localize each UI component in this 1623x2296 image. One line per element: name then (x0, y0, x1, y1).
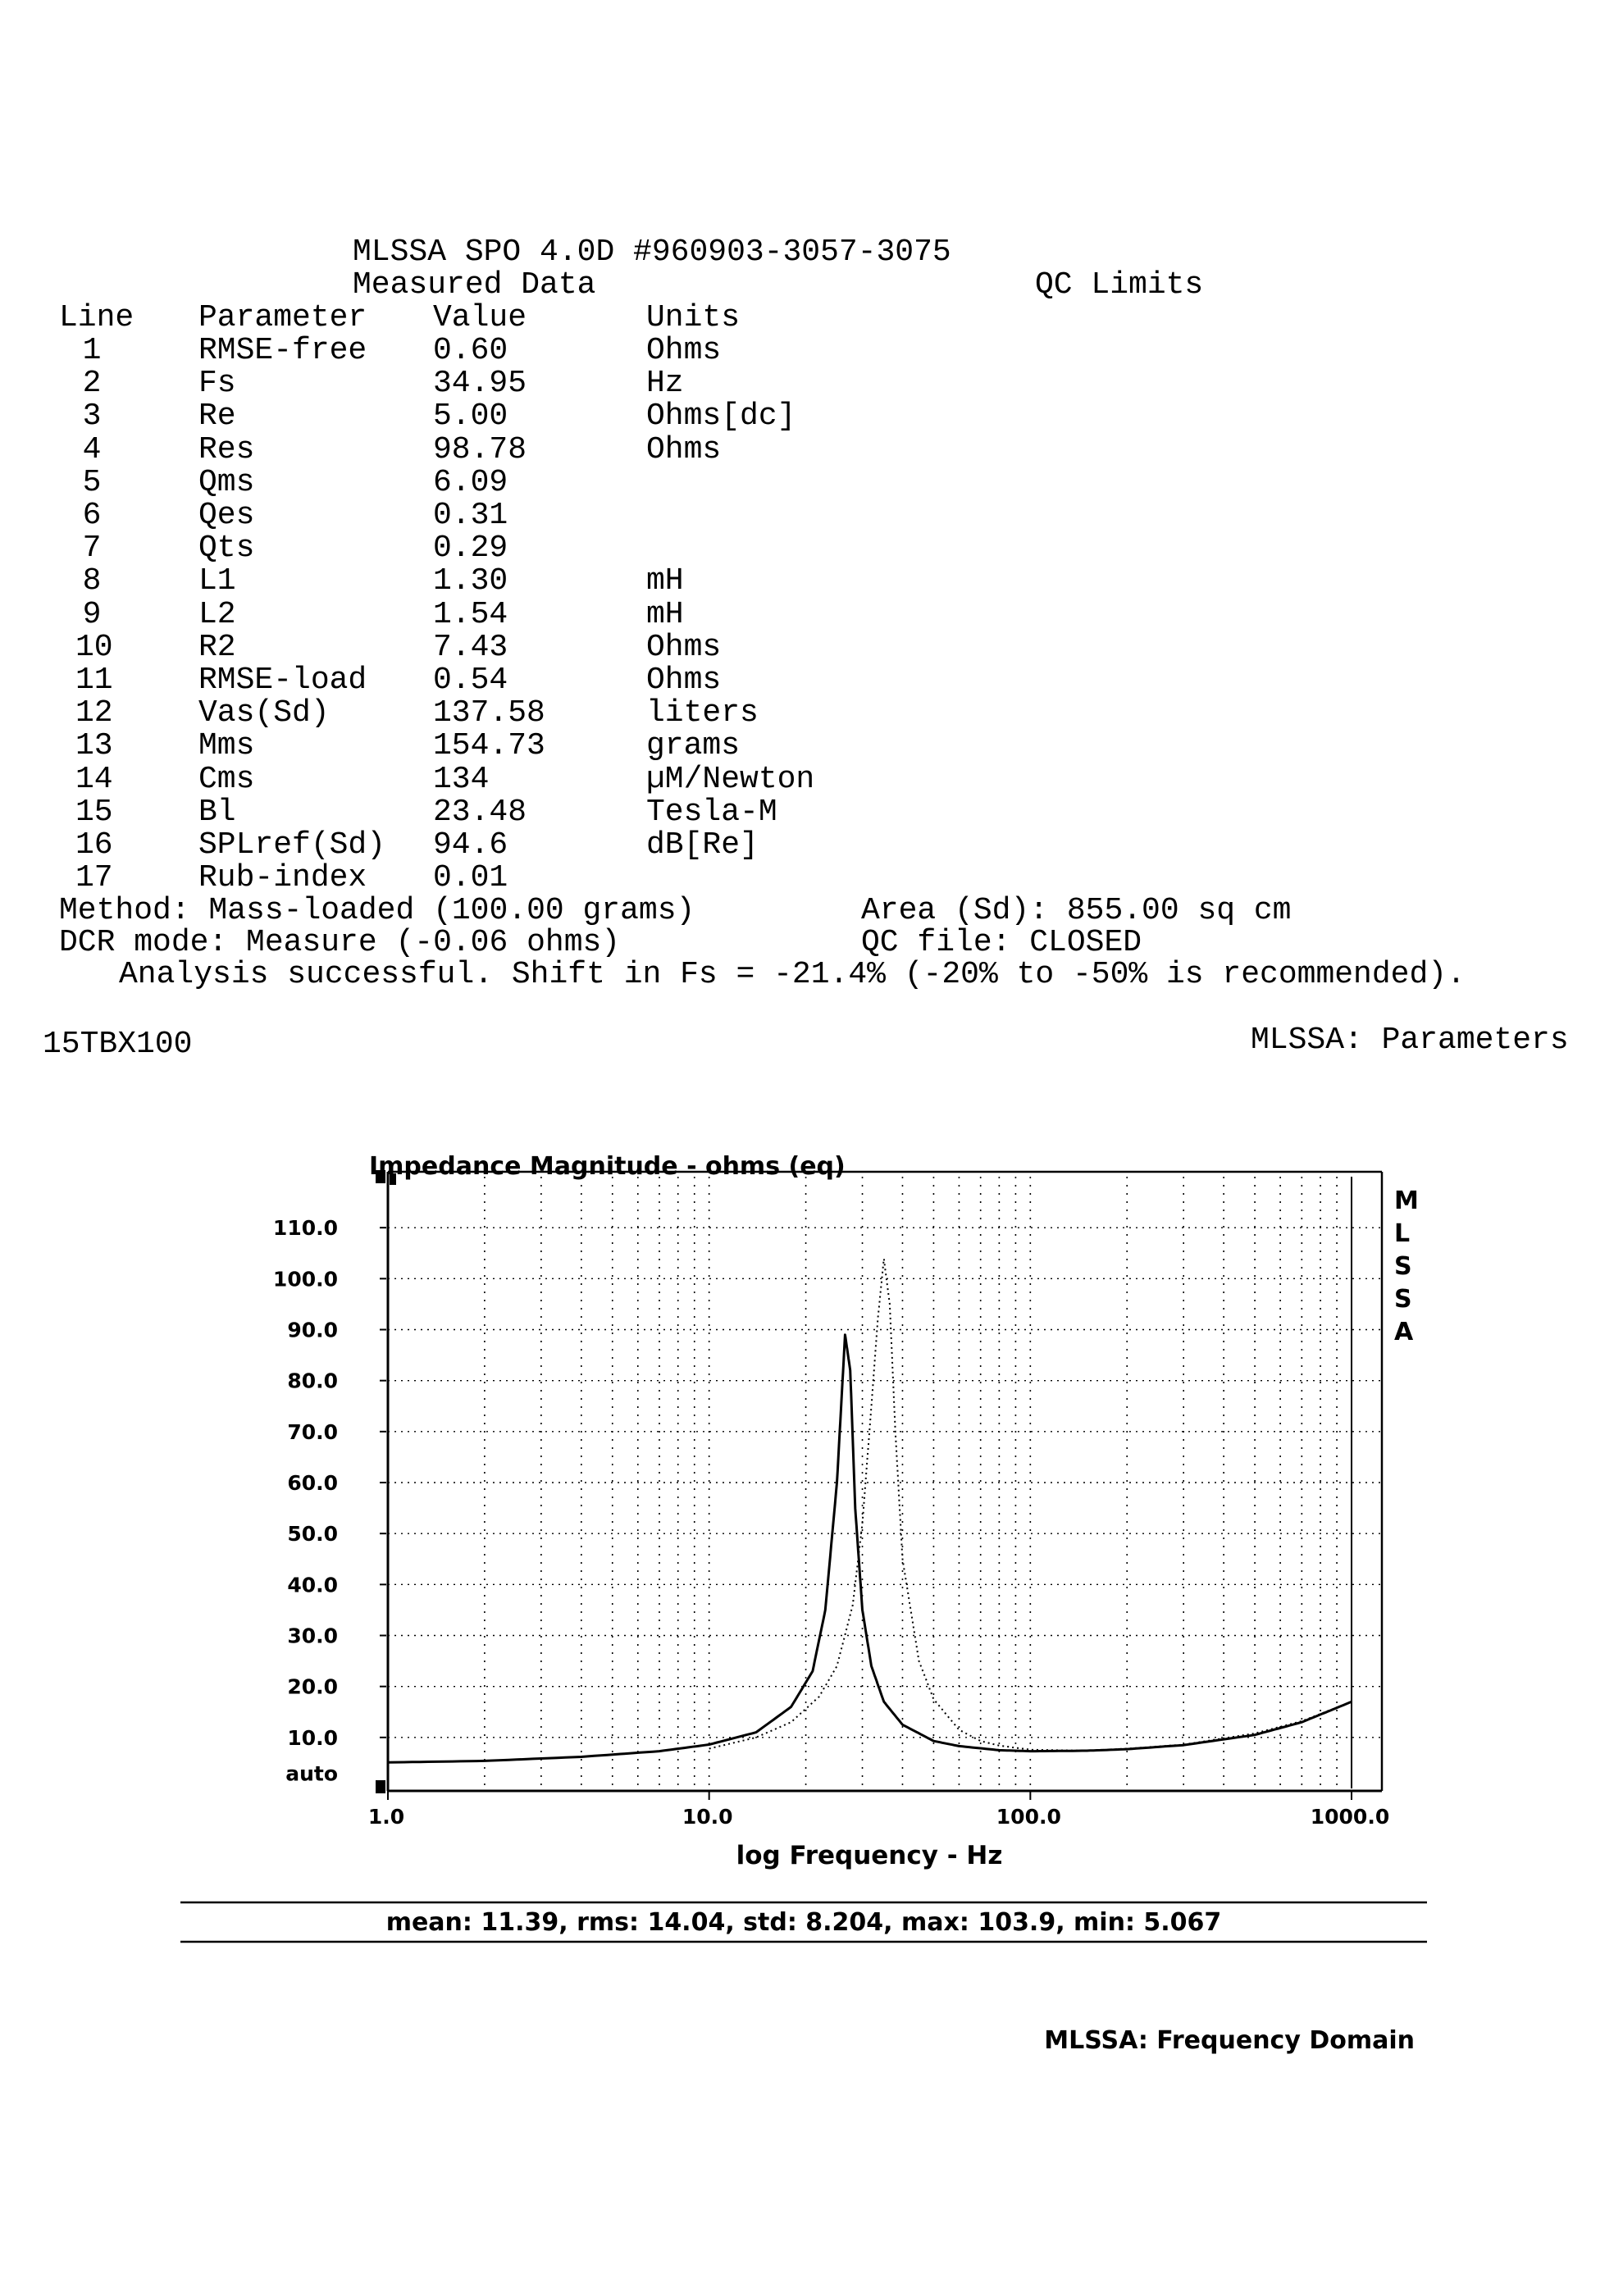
row-unit: liters (646, 695, 759, 731)
row-line-number: 1 (82, 333, 102, 368)
area-text: Area (Sd): 855.00 sq cm (861, 893, 1292, 928)
impedance-chart-area (0, 1132, 1623, 2116)
table-row (0, 728, 1623, 764)
table-row (0, 563, 1623, 599)
row-value: 0.31 (433, 498, 508, 533)
row-value: 0.60 (433, 333, 508, 368)
column-header-parameter: Parameter (198, 300, 367, 335)
row-line-number: 7 (82, 531, 102, 567)
row-line-number: 3 (82, 399, 102, 435)
report-title: MLSSA SPO 4.0D #960903-3057-3075 (353, 235, 951, 270)
row-line-number: 14 (75, 761, 113, 797)
row-value: 34.95 (433, 366, 527, 402)
footer-label: MLSSA: Frequency Domain (1044, 2026, 1415, 2055)
side-label-letter: A (1394, 1318, 1414, 1346)
row-value: 0.29 (433, 531, 508, 567)
table-row (0, 432, 1623, 465)
measured-data-label: Measured Data (353, 267, 596, 303)
row-parameter: RMSE-load (198, 663, 367, 698)
model-label: 15TBX100 (43, 1027, 193, 1062)
chart-ticks (273, 1216, 1389, 1829)
row-parameter: Qes (198, 498, 255, 533)
row-line-number: 16 (75, 827, 113, 863)
x-axis-label: log Frequency - Hz (736, 1841, 1003, 1870)
qc-file-text: QC file: CLOSED (861, 925, 1142, 960)
row-line-number: 15 (75, 794, 113, 830)
row-line-number: 6 (82, 498, 102, 533)
table-row (0, 465, 1623, 498)
chart-axes (376, 1170, 1382, 1793)
row-parameter: Vas(Sd) (198, 695, 330, 731)
row-unit: Ohms (646, 663, 722, 698)
row-parameter: Mms (198, 728, 255, 764)
row-value: 1.54 (433, 596, 508, 632)
y-tick-label: 110.0 (272, 1216, 338, 1241)
row-parameter: Qms (198, 464, 255, 500)
row-unit: dB[Re] (646, 827, 759, 863)
row-line-number: 5 (82, 464, 102, 500)
row-value: 134 (433, 761, 490, 797)
parameter-report (0, 0, 1623, 1066)
row-parameter: Fs (198, 366, 236, 402)
side-label-letter: L (1394, 1219, 1411, 1248)
column-header-line: Line (59, 300, 134, 335)
column-header-units: Units (646, 300, 741, 335)
row-line-number: 8 (82, 563, 102, 599)
side-label (1394, 1187, 1419, 1346)
table-row (0, 762, 1623, 795)
x-tick-label: 1.0 (367, 1805, 405, 1829)
row-parameter: Bl (198, 794, 236, 830)
method-text: Method: Mass-loaded (100.00 grams) (59, 893, 695, 928)
axis-marker-bottom (376, 1780, 385, 1793)
table-row (0, 399, 1623, 435)
dcr-mode-text: DCR mode: Measure (-0.06 ohms) (59, 925, 621, 960)
stats-text: mean: 11.39, rms: 14.04, std: 8.204, max: 103.9, min: 5.067 (385, 1908, 1222, 1937)
side-label-letter: S (1394, 1252, 1412, 1281)
table-row (0, 630, 1623, 663)
row-parameter: L1 (198, 563, 236, 599)
row-line-number: 12 (75, 695, 113, 731)
table-row (0, 366, 1623, 402)
table-header (0, 300, 1623, 333)
table-row (0, 695, 1623, 731)
x-tick-label: 10.0 (682, 1805, 733, 1829)
row-parameter: L2 (198, 596, 236, 632)
y-tick-label: 20.0 (287, 1674, 338, 1699)
row-value: 6.09 (433, 464, 508, 500)
row-line-number: 11 (75, 663, 113, 698)
section-label: MLSSA: Parameters (1251, 1023, 1569, 1058)
y-tick-label: 30.0 (287, 1624, 338, 1648)
qc-limits-label: QC Limits (1035, 267, 1204, 303)
side-label-letter: M (1394, 1187, 1419, 1215)
row-line-number: 17 (75, 860, 113, 896)
row-parameter: R2 (198, 629, 236, 665)
y-tick-label: 50.0 (287, 1522, 338, 1547)
row-value: 94.6 (433, 827, 508, 863)
row-parameter: Res (198, 431, 255, 467)
row-unit: Tesla-M (646, 794, 777, 830)
analysis-text: Analysis successful. Shift in Fs = -21.4% (-20% to -50% is recommended). (119, 957, 1466, 992)
row-value: 0.01 (433, 860, 508, 896)
y-tick-label: 80.0 (287, 1369, 338, 1393)
table-row (0, 597, 1623, 630)
impedance-curve-solid (388, 1335, 1352, 1763)
table-row (0, 794, 1623, 830)
row-line-number: 10 (75, 629, 113, 665)
row-parameter: Qts (198, 531, 255, 567)
row-parameter: Rub-index (198, 860, 367, 896)
y-tick-label: 70.0 (287, 1419, 338, 1444)
row-unit: Ohms (646, 629, 722, 665)
y-tick-label: 100.0 (272, 1267, 338, 1292)
row-unit: mH (646, 596, 684, 632)
row-unit: µM/Newton (646, 761, 815, 797)
row-line-number: 4 (82, 431, 102, 467)
table-row (0, 663, 1623, 698)
y-tick-label: 10.0 (287, 1725, 338, 1750)
row-value: 137.58 (433, 695, 545, 731)
row-line-number: 2 (82, 366, 102, 402)
row-unit: Ohms (646, 333, 722, 368)
row-parameter: Cms (198, 761, 255, 797)
row-unit: Ohms (646, 431, 722, 467)
table-row (0, 531, 1623, 567)
row-value: 1.30 (433, 563, 508, 599)
row-unit: Hz (646, 366, 684, 402)
row-unit: grams (646, 728, 741, 764)
row-unit: Ohms[dc] (646, 399, 796, 435)
row-value: 23.48 (433, 794, 527, 830)
chart-title: Impedance Magnitude - ohms (eq) (369, 1152, 846, 1181)
row-parameter: RMSE-free (198, 333, 367, 368)
y-tick-label: auto (285, 1761, 338, 1786)
table-row (0, 860, 1623, 896)
row-value: 5.00 (433, 399, 508, 435)
row-value: 0.54 (433, 663, 508, 698)
x-tick-label: 1000.0 (1310, 1805, 1390, 1829)
table-row (0, 498, 1623, 531)
table-row (0, 333, 1623, 366)
y-tick-label: 40.0 (287, 1573, 338, 1597)
x-tick-label: 100.0 (996, 1805, 1061, 1829)
row-line-number: 13 (75, 728, 113, 764)
row-parameter: Re (198, 399, 236, 435)
row-unit: mH (646, 563, 684, 599)
impedance-chart (0, 1132, 1623, 2116)
column-header-value: Value (433, 300, 527, 335)
side-label-letter: S (1394, 1285, 1412, 1314)
row-line-number: 9 (82, 596, 102, 632)
chart-grid (388, 1177, 1382, 1788)
row-value: 98.78 (433, 431, 527, 467)
y-tick-label: 90.0 (287, 1318, 338, 1342)
row-value: 7.43 (433, 629, 508, 665)
y-tick-label: 60.0 (287, 1471, 338, 1495)
row-parameter: SPLref(Sd) (198, 827, 386, 863)
table-row (0, 827, 1623, 863)
row-value: 154.73 (433, 728, 545, 764)
